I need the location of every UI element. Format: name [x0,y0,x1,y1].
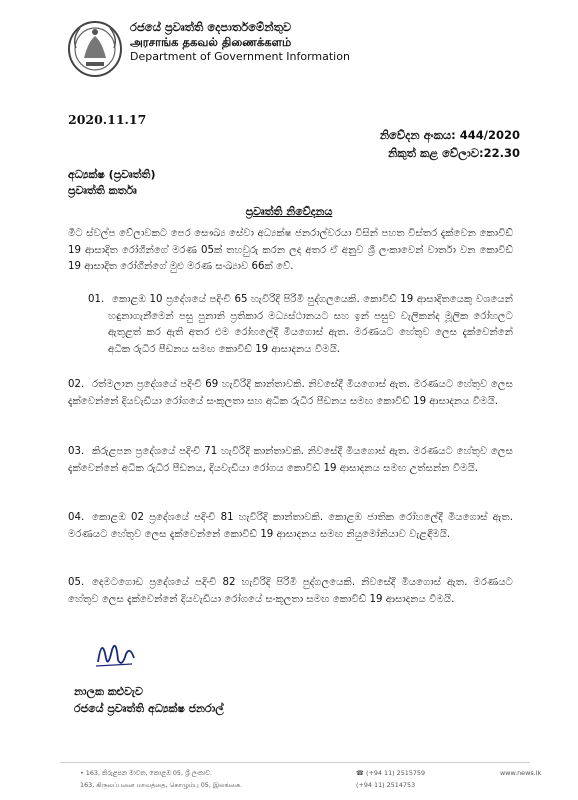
list-item [88,292,513,358]
footer-phone-2: (+94 11) 2514753 [356,781,416,789]
item-text: රත්මලාන ප්‍රදේශයේ පදිංචි 69 හැවිරිදි කාන්තාවකි. නිවසේදී මියගොස් ඇත. මරණයට හේතුව ලෙස දැක්වෙන්නේ දියවැඩියා රෝගයේ සංකූලතා සහ අධික රුධිර පීඩනය සමඟ කොවිඩ් 19 ආසාදනය වීමයි. [68,379,513,407]
release-number: නිවේදන අංකය: 444/2020 [379,128,520,142]
list-item [68,575,513,608]
item-number: 01. [88,294,105,305]
footer-phone-1: ☎ (+94 11) 2515759 [356,769,426,777]
letterhead [130,20,390,64]
letterhead-sinhala: රජයේ ප්‍රවෘත්ති දෙපාර්තමේන්තුව [130,20,292,34]
item-number: 02. [68,379,85,390]
footer-divider [60,762,530,763]
list-item [68,444,513,477]
signer-name: නාලක කළුවැව [74,685,143,698]
item-number: 05. [68,577,85,588]
recipient-1: අධ්‍යක්ෂ (ප්‍රවෘත්ති) [68,168,156,181]
handwritten-signature [92,628,138,674]
footer-website: www.news.lk [500,769,542,777]
sri-lanka-emblem-icon [66,18,124,78]
document-date: 2020.11.17 [68,112,147,127]
item-text: කොළඹ 02 ප්‍රදේශයේ පදිංචි 81 හැවිරිදි කාන්තාවකි. කොළඹ ජාතික රෝහලේදී මියගොස් ඇත. මරණයට හේතුව ලෙස දැක්වෙන්නේ කොවිඩ් 19 ආසාදනය සමඟ නියුමෝනියාව වැළඳීමයි. [68,512,513,540]
signer-title: රජයේ ප්‍රවෘත්ති අධ්‍යක්ෂ ජනරාල් [74,702,224,715]
item-number: 03. [68,446,85,457]
list-item [68,377,513,410]
letterhead-tamil: அரசாங்க தகவல் திணைக்களம் [130,35,292,49]
letterhead-english: Department of Government Information [130,50,350,63]
release-time: නිකුත් කළ වේලාව:22.30 [387,146,520,160]
footer-address-tamil: 163, கிருலப்பனை மாவத்தை, கொழும்பு 05, இலங்கை. [80,781,243,789]
item-number: 04. [68,512,85,523]
recipient-2: ප්‍රවෘත්ති කර්තෘ [68,184,137,197]
document-heading: ප්‍රවෘත්ති නිවේදනය [245,205,333,218]
item-text: දෙමටගොඩ ප්‍රදේශයේ පදිංචි 82 හැවිරිදි පිරිමි පුද්ගලයෙකි. නිවසේදී මියගොස් ඇත. මරණයට හේතුව ලෙස දැක්වෙන්නේ දියවැඩියා රෝගයේ සංකූලතා සමඟ කොවිඩ් 19 ආසාදනය වීමයි. [68,577,513,605]
intro-paragraph: මීට ස්වල්ප වේලාවකට පෙර සෞඛ්‍ය සේවා අධ්‍යක්ෂ ජනරාල්වරයා විසින් පහත විස්තර දැක්වෙන කොවිඩ් 19 ආසාදිත රෝගීන්ගේ මරණ 05ක් තහවුරු කරන ලද අතර ඒ අනුව ශ්‍රී ලංකාවෙන් වාර්තා වන කොවිඩ් 19 ආසාදිත රෝගීන්ගේ මුළු මරණ සංඛ්‍යාව 66ක් වේ. [68,228,513,273]
list-item [68,510,513,543]
item-text: කිරුළපන ප්‍රදේශයේ පදිංචි 71 හැවිරිදි කාන්තාවකි. නිවසේදී මියගොස් ඇත. මරණයට හේතුව ලෙස දැක්වෙන්නේ අධික රුධිර පීඩනය, දියවැඩියා රෝගය කොවිඩ් 19 ආසාදනය සමඟ උත්සන්න වීමයි. [68,446,513,474]
footer-address-sinhala: • 163, කිරුළපන මාවත, කොළඹ 05, ශ්‍රී ලංකාව. [80,769,213,777]
item-text: කොළඹ 10 ප්‍රදේශයේ පදිංචි 65 හැවිරිදි පිරිමි පුද්ගලයෙකි. කොවිඩ් 19 ආසාදිතයෙකු වශයෙන් හඳුනාගැනීමෙන් පසු පුනානි ප්‍රතිකාර මධ්‍යස්ථානයට සහ ඉන් පසුව වැලිකන්ද මූලික රෝහලට ඇතුළත් කර ඇති අතර එම රෝහලේදී මියගොස් ඇත. මරණයට හේතුව ලෙස දැක්වෙන්නේ අධික රුධිර පීඩනය සමඟ කොවිඩ් 19 ආසාදනය වීමයි. [108,294,513,355]
